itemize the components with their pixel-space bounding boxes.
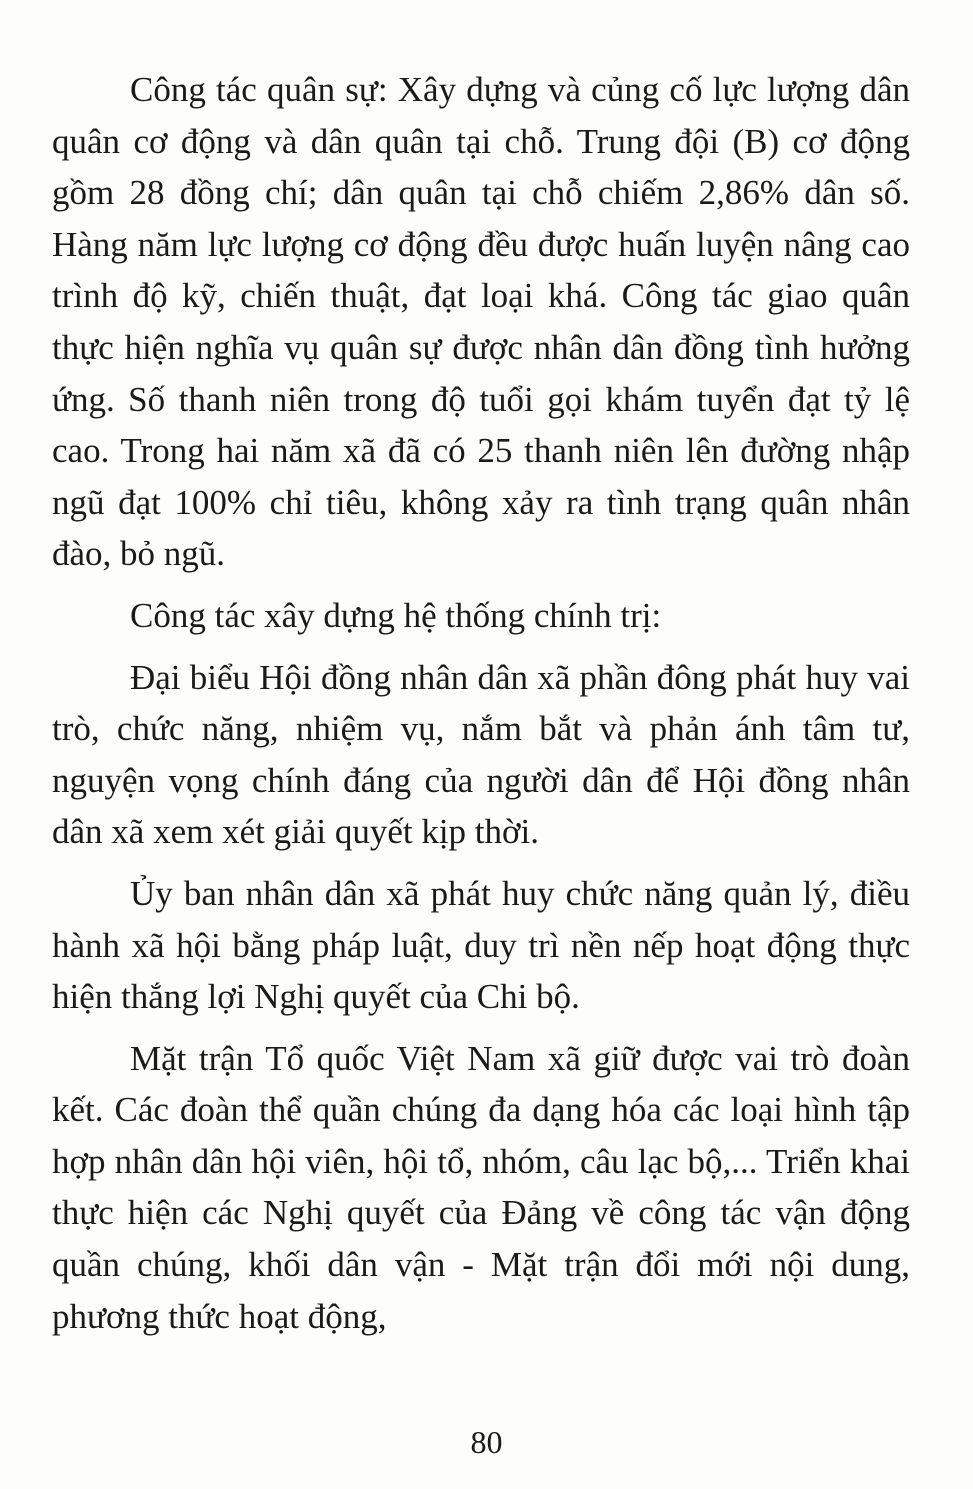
paragraph-peoples-council: Đại biểu Hội đồng nhân dân xã phần đông phát huy vai trò, chức năng, nhiệm vụ, nắm bắt và phản ánh tâm tư, nguyện vọng chính đáng của người dân để Hội đồng nhân dân xã xem xét giải quyết kịp thời. — [52, 657, 910, 852]
paragraph-fatherland-front: Mặt trận Tổ quốc Việt Nam xã giữ được vai trò đoàn kết. Các đoàn thể quần chúng đa dạng hóa các loại hình tập hợp nhân dân hội viên, hội tổ, nhóm, câu lạc bộ,... Triển khai thực hiện các Nghị quyết của Đảng về công tác vận động quần chúng, khối dân vận - Mặt trận đổi mới nội dung, phương thức hoạt động, — [52, 1038, 910, 1336]
paragraph-military-work: Công tác quân sự: Xây dựng và củng cố lực lượng dân quân cơ động và dân quân tại chỗ. Trung đội (B) cơ động gồm 28 đồng chí; dân quân tại chỗ chiếm 2,86% dân số. Hàng năm lực lượng cơ động đều được huấn luyện nâng cao trình độ kỹ, chiến thuật, đạt loại khá. Công tác giao quân thực hiện nghĩa vụ quân sự được nhân dân đồng tình hưởng ứng. Số thanh niên trong độ tuổi gọi khám tuyển đạt tỷ lệ cao. Trong hai năm xã đã có 25 thanh niên lên đường nhập ngũ đạt 100% chỉ tiêu, không xảy ra tình trạng quân nhân đào, bỏ ngũ. — [52, 70, 910, 574]
body-text — [52, 64, 910, 1342]
paragraph-political-system-heading: Công tác xây dựng hệ thống chính trị: — [130, 595, 662, 635]
paragraph-peoples-committee: Ủy ban nhân dân xã phát huy chức năng quản lý, điều hành xã hội bằng pháp luật, duy trì nền nếp hoạt động thực hiện thắng lợi Nghị quyết của Chi bộ. — [52, 873, 910, 1017]
page-number: 80 — [470, 1424, 503, 1460]
